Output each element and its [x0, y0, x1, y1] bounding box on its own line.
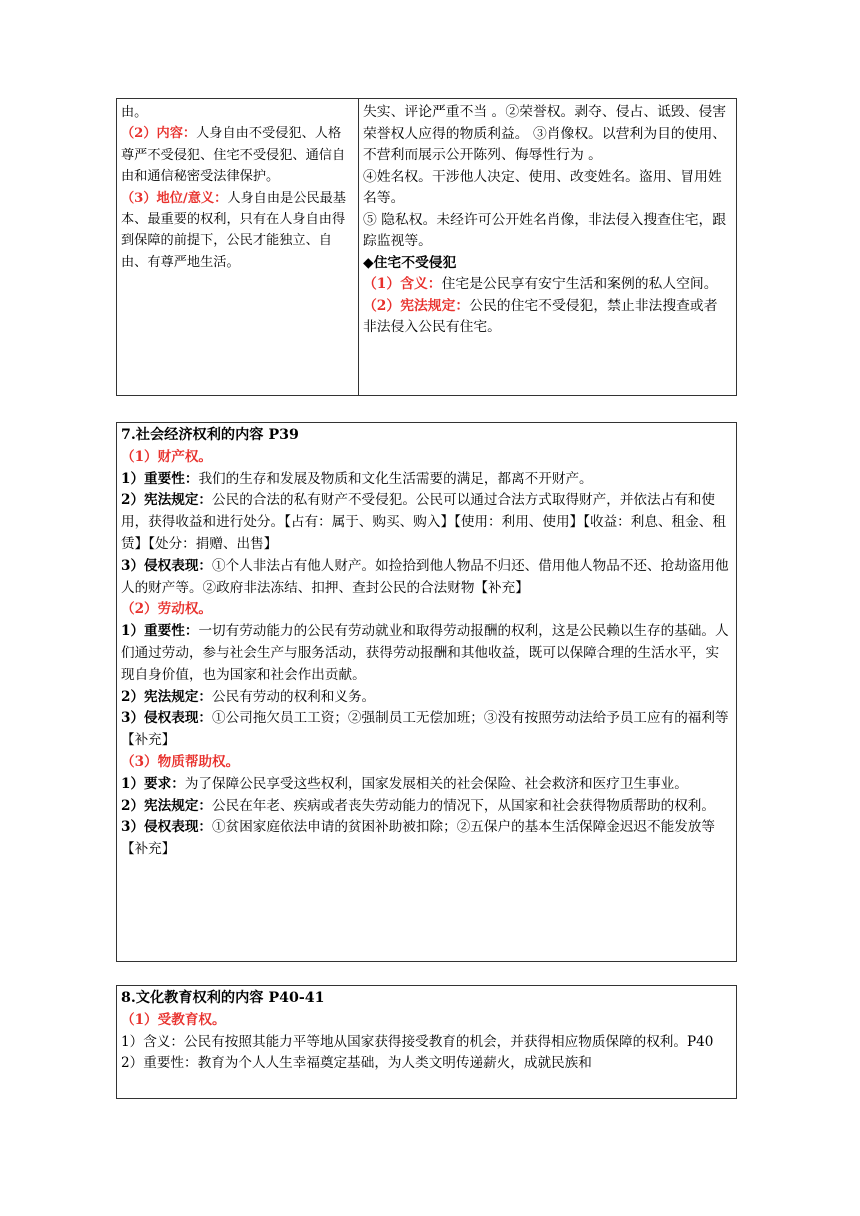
law-text: 公民的住宅不受侵犯，禁止非法搜查或者非法侵入公民有住宅。 — [363, 297, 718, 335]
text: 我们的生存和发展及物质和文化生活需要的满足，都离不开财产。 — [198, 470, 593, 487]
labor-law — [121, 687, 730, 709]
label: 1）重要性： — [121, 623, 199, 640]
name-right: ④姓名权。干涉他人决定、使用、改变姓名。盗用、冒用姓名等。 — [363, 168, 722, 206]
aid-requirement — [121, 774, 730, 796]
labor-importance — [121, 621, 730, 686]
property-importance — [121, 469, 730, 491]
text: 一切有劳动能力的公民有劳动就业和取得劳动报酬的权利，这是公民赖以生存的基础。人们通过劳动，参与社会生产与服务活动，获得劳动报酬和其他收益，既可以保障合理的生活水平，实现自身价值，也为国家和社会作出贡献。 — [121, 623, 729, 683]
text: 为了保障公民享受这些权利，国家发展相关的社会保险、社会救济和医疗卫生事业。 — [184, 775, 688, 792]
text: 公民在年老、疾病或者丧失劳动能力的情况下，从国家和社会获得物质帮助的权利。 — [212, 797, 715, 814]
section-8-box — [116, 985, 737, 1099]
education-definition: 1）含义：公民有按照其能力平等地从国家获得接受教育的机会，并获得相应物质保障的权利。P40 — [121, 1033, 714, 1050]
definition-text: 住宅是公民享有安宁生活和案例的私人空间。 — [441, 276, 718, 292]
meaning-paragraph — [121, 188, 352, 274]
label: 1）重要性： — [121, 470, 199, 487]
meaning-text: 人身自由是公民最基本、最重要的权利，只有在人身自由得到保障的前提下，公民才能独立、自由、有尊严地生活。 — [121, 190, 346, 270]
text: ①贫困家庭依法申请的贫困补助被扣除；②五保户的基本生活保障金迟迟不能发放等【补充】 — [121, 819, 715, 858]
label: 2）宪法规定： — [121, 492, 213, 509]
content-label: （2）内容： — [121, 126, 197, 142]
text: ①个人非法占有他人财产。如捡拾到他人物品不归还、借用他人物品不还、抢劫盗用他人的财产等。②政府非法冻结、扣押、查封公民的合法财物【补充】 — [121, 557, 729, 596]
aid-heading: （3）物质帮助权。 — [121, 753, 240, 770]
text: ①公司拖欠员工工资；②强制员工无偿加班；③没有按照劳动法给予员工应有的福利等【补充】 — [121, 710, 729, 749]
home-law — [363, 296, 730, 339]
label: 2）宪法规定： — [121, 797, 213, 814]
text: 公民有劳动的权利和义务。 — [212, 688, 376, 705]
left-cell — [117, 99, 359, 396]
section-8-title: 8.文化教育权利的内容 P40-41 — [121, 990, 325, 1006]
meaning-label: （3）地位/意义： — [121, 190, 228, 206]
home-definition — [363, 274, 730, 296]
section-7-box — [116, 422, 737, 962]
label: 2）宪法规定： — [121, 688, 213, 705]
content-text: 人身自由不受侵犯、人格尊严不受侵犯、住宅不受侵犯、通信自由和通信秘密受法律保护。 — [121, 126, 346, 185]
definition-label: （1）含义： — [363, 276, 442, 292]
label: 3）侵权表现： — [121, 557, 213, 574]
property-law — [121, 490, 730, 555]
property-violation — [121, 556, 730, 600]
aid-law — [121, 796, 730, 818]
home-heading: ◆住宅不受侵犯 — [363, 254, 457, 271]
labor-heading: （2）劳动权。 — [121, 601, 213, 618]
reputation-portrait-rights: 失实、评论严重不当 。②荣誉权。剥夺、侵占、诋毁、侵害荣誉权人应得的物质利益。 ③肖像权。以营利为目的使用、不营利而展示公开陈列、侮辱性行为 。 — [363, 104, 727, 163]
right-cell — [359, 99, 737, 396]
privacy-right: ⑤ 隐私权。未经许可公开姓名肖像，非法侵入搜查住宅，跟踪监视等。 — [363, 211, 727, 249]
text: 公民的合法的私有财产不受侵犯。公民可以通过合法方式取得财产，并依法占有和使用，获得收益和进行处分。【占有：属于、购买、购入】【使用：利用、使用】【收益：利息、租金、租赁】【处分：捐赠、出售】 — [121, 492, 726, 552]
education-heading: （1）受教育权。 — [121, 1011, 226, 1028]
top-table — [116, 98, 737, 396]
section-7-title: 7.社会经济权利的内容 P39 — [121, 427, 299, 443]
label: 3）侵权表现： — [121, 710, 213, 727]
aid-violation — [121, 817, 730, 861]
education-importance: 2）重要性：教育为个人人生幸福奠定基础，为人类文明传递薪火，成就民族和 — [121, 1055, 592, 1072]
left-line: 由。 — [121, 105, 148, 120]
label: 3）侵权表现： — [121, 819, 213, 836]
label: 1）要求： — [121, 775, 185, 792]
property-heading: （1）财产权。 — [121, 448, 213, 465]
law-label: （2）宪法规定： — [363, 297, 470, 314]
content-paragraph — [121, 123, 352, 187]
labor-violation — [121, 708, 730, 752]
